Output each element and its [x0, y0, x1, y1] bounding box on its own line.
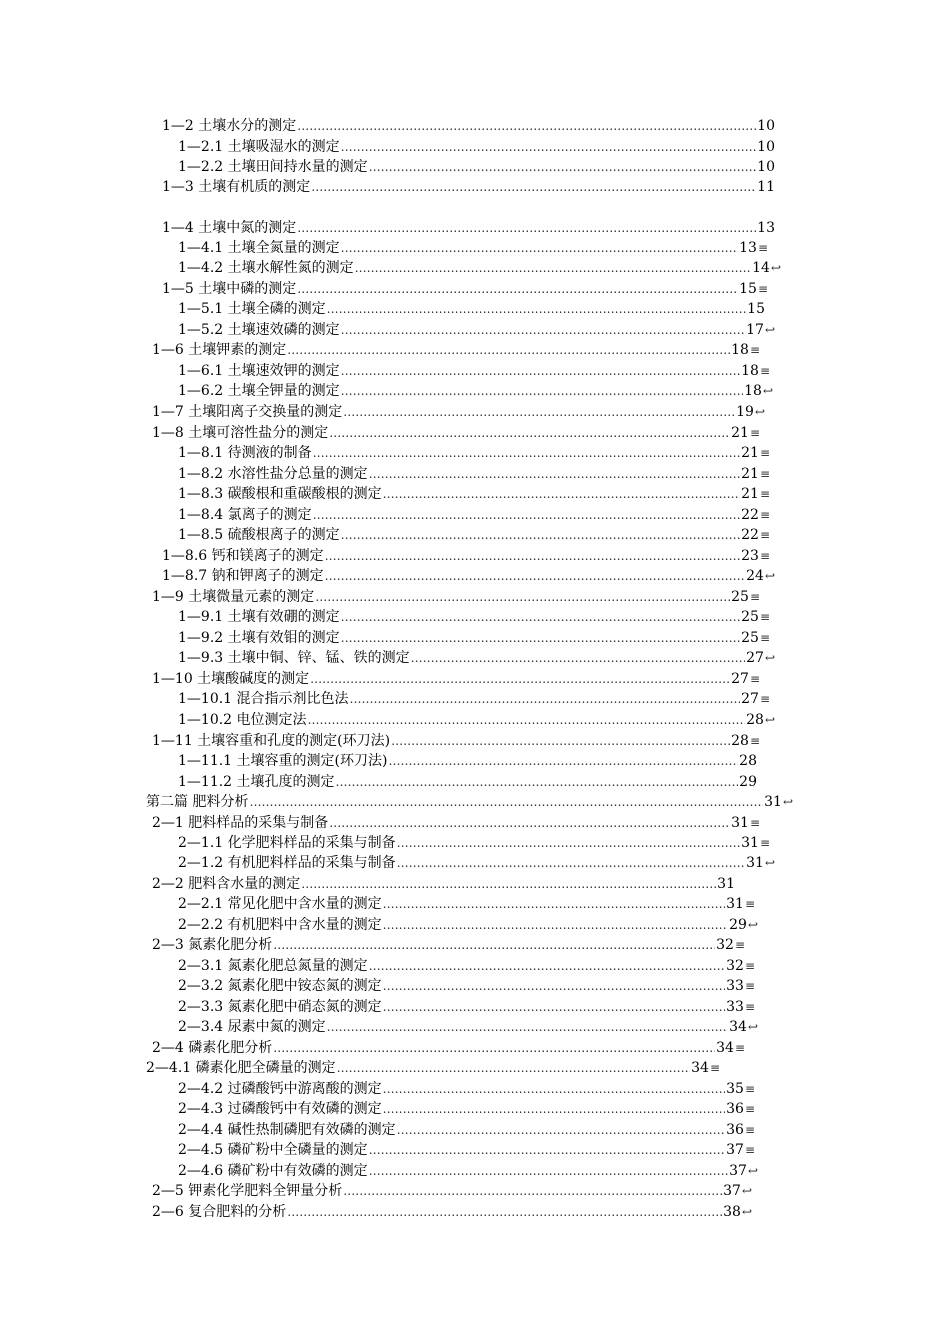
- line-break-mark-icon: ↩: [747, 1164, 758, 1178]
- dot-leader: [369, 1161, 728, 1181]
- toc-page-number: 31: [741, 835, 759, 851]
- dot-leader: [383, 915, 728, 935]
- dot-leader: [325, 546, 740, 566]
- toc-entry[interactable]: [178, 505, 770, 525]
- dot-leader: [341, 628, 740, 648]
- toc-entry[interactable]: [178, 238, 768, 258]
- dot-leader: [310, 669, 730, 689]
- toc-entry[interactable]: [152, 1038, 745, 1058]
- toc-entry-title: 1—9 土壤微量元素的测定: [152, 589, 315, 605]
- dot-leader: [311, 177, 756, 197]
- toc-entry[interactable]: [178, 1017, 758, 1037]
- dot-leader: [343, 402, 735, 422]
- toc-entry-title: 1—8.7 钠和钾离子的测定: [162, 568, 324, 584]
- toc-page-number: 34: [716, 1040, 734, 1056]
- toc-entry-title: 1—8.3 碳酸根和重碳酸根的测定: [178, 486, 382, 502]
- toc-page-number: 21: [741, 466, 759, 482]
- line-break-mark-icon: ↩: [762, 384, 773, 398]
- toc-entry-title: 1—3 土壤有机质的测定: [162, 179, 311, 195]
- toc-page-number: 28: [739, 753, 757, 769]
- toc-page-number: 33: [726, 978, 744, 994]
- toc-entry[interactable]: [178, 1099, 755, 1119]
- dot-leader: [325, 566, 745, 586]
- paragraph-mark-icon: ≡: [759, 610, 770, 624]
- dot-leader: [287, 1202, 722, 1222]
- dot-leader: [383, 997, 725, 1017]
- toc-page-number: 31: [717, 876, 735, 892]
- dot-leader: [411, 648, 745, 668]
- dot-leader: [388, 751, 738, 771]
- toc-entry-title: 1—9.3 土壤中铜、锌、锰、铁的测定: [178, 650, 410, 666]
- dot-leader: [341, 381, 743, 401]
- paragraph-mark-icon: ≡: [744, 1123, 755, 1137]
- toc-entry[interactable]: [178, 320, 775, 340]
- toc-entry[interactable]: [146, 1058, 720, 1078]
- toc-page-number: 22: [741, 527, 759, 543]
- dot-leader: [341, 238, 738, 258]
- toc-entry[interactable]: [162, 218, 775, 238]
- toc-entry[interactable]: [178, 607, 770, 627]
- dot-leader: [397, 1120, 725, 1140]
- toc-entry-title: 1—6.2 土壤全钾量的测定: [178, 383, 340, 399]
- dot-leader: [383, 1099, 725, 1119]
- toc-entry[interactable]: [152, 587, 760, 607]
- toc-page-number: 23: [741, 548, 759, 564]
- toc-entry-title: 1—6 土壤钾素的测定: [152, 342, 287, 358]
- dot-leader: [327, 1017, 728, 1037]
- paragraph-mark-icon: ≡: [759, 487, 770, 501]
- toc-entry[interactable]: [178, 997, 755, 1017]
- toc-entry-title: 1—9.2 土壤有效钼的测定: [178, 630, 340, 646]
- toc-entry-title: 1—8.4 氯离子的测定: [178, 507, 312, 523]
- dot-leader: [369, 956, 725, 976]
- toc-page-number: 35: [726, 1081, 744, 1097]
- paragraph-mark-icon: ≡: [759, 364, 770, 378]
- toc-entry-title: 2—3 氮素化肥分析: [152, 937, 273, 953]
- toc-page-number: 31: [726, 896, 744, 912]
- toc-entry-title: 2—4.2 过磷酸钙中游离酸的测定: [178, 1081, 382, 1097]
- toc-entry[interactable]: [152, 1181, 752, 1201]
- dot-leader: [383, 894, 725, 914]
- paragraph-mark-icon: ≡: [744, 1000, 755, 1014]
- toc-entry[interactable]: [178, 258, 781, 278]
- dot-leader: [273, 1038, 715, 1058]
- toc-page-number: 15: [747, 301, 765, 317]
- toc-page-number: 27: [746, 650, 764, 666]
- dot-leader: [341, 525, 740, 545]
- paragraph-mark-icon: ≡: [759, 528, 770, 542]
- toc-entry[interactable]: [178, 628, 770, 648]
- toc-entry-title: 2—4 磷素化肥分析: [152, 1040, 273, 1056]
- toc-entry[interactable]: [178, 833, 770, 853]
- toc-entry[interactable]: [152, 402, 765, 422]
- dot-leader: [355, 258, 751, 278]
- toc-page-number: 37: [729, 1163, 747, 1179]
- paragraph-mark-icon: ≡: [749, 734, 760, 748]
- line-break-mark-icon: ↩: [754, 405, 765, 419]
- paragraph-mark-icon: ≡: [744, 1143, 755, 1157]
- dot-leader: [313, 505, 740, 525]
- toc-page-number: 27: [741, 691, 759, 707]
- dot-leader: [369, 464, 740, 484]
- dot-leader: [273, 935, 715, 955]
- paragraph-mark-icon: ≡: [759, 692, 770, 706]
- toc-entry[interactable]: [152, 423, 760, 443]
- toc-entry-title: 1—5.1 土壤全磷的测定: [178, 301, 326, 317]
- paragraph-mark-icon: ≡: [749, 590, 760, 604]
- toc-entry-title: 1—2.2 土壤田间持水量的测定: [178, 159, 368, 175]
- toc-entry-title: 1—8.2 水溶性盐分总量的测定: [178, 466, 368, 482]
- toc-page-number: 22: [741, 507, 759, 523]
- paragraph-mark-icon: ≡: [734, 1041, 745, 1055]
- dot-leader: [341, 361, 740, 381]
- toc-entry-title: 2—4.5 磷矿粉中全磷量的测定: [178, 1142, 368, 1158]
- dot-leader: [297, 279, 738, 299]
- toc-entry-title: 1—8.1 待测液的制备: [178, 445, 312, 461]
- toc-page-number: 24: [746, 568, 764, 584]
- toc-entry-title: 2—3.3 氮素化肥中硝态氮的测定: [178, 999, 382, 1015]
- toc-entry-title: 1—8 土壤可溶性盐分的测定: [152, 425, 329, 441]
- toc-entry-title: 2—2.1 常见化肥中含水量的测定: [178, 896, 382, 912]
- toc-entry-title: 2—1.1 化学肥料样品的采集与制备: [178, 835, 396, 851]
- toc-page-number: 10: [757, 139, 775, 155]
- toc-page-number: 25: [741, 630, 759, 646]
- paragraph-mark-icon: ≡: [757, 282, 768, 296]
- toc-page-number: 32: [726, 958, 744, 974]
- toc-page-number: 17: [746, 322, 764, 338]
- toc-page-number: 27: [731, 671, 749, 687]
- toc-entry-title: 2—4.1 磷素化肥全磷量的测定: [146, 1060, 336, 1076]
- toc-entry[interactable]: [178, 361, 770, 381]
- paragraph-mark-icon: ≡: [759, 446, 770, 460]
- dot-leader: [383, 484, 740, 504]
- toc-page-number: 31: [746, 855, 764, 871]
- toc-page-number: 28: [731, 733, 749, 749]
- dot-leader: [315, 587, 730, 607]
- toc-page-number: 19: [736, 404, 754, 420]
- toc-entry-title: 1—10.1 混合指示剂比色法: [178, 691, 349, 707]
- toc-entry-title: 1—2.1 土壤吸湿水的测定: [178, 139, 340, 155]
- toc-entry[interactable]: [146, 792, 793, 812]
- toc-page-number: 18: [731, 342, 749, 358]
- toc-entry[interactable]: [152, 874, 735, 894]
- toc-page-number: 13: [739, 240, 757, 256]
- dot-leader: [391, 731, 730, 751]
- paragraph-mark-icon: ≡: [759, 467, 770, 481]
- toc-entry-title: 1—11.2 土壤孔度的测定: [178, 774, 335, 790]
- toc-entry[interactable]: [152, 731, 760, 751]
- toc-entry[interactable]: [152, 935, 745, 955]
- line-break-mark-icon: ↩: [764, 856, 775, 870]
- toc-entry[interactable]: [162, 177, 775, 197]
- paragraph-mark-icon: ≡: [744, 1082, 755, 1096]
- toc-entry-title: 1—9.1 土壤有效硼的测定: [178, 609, 340, 625]
- toc-page-number: 29: [739, 774, 757, 790]
- paragraph-mark-icon: ≡: [709, 1061, 720, 1075]
- paragraph-mark-icon: ≡: [734, 938, 745, 952]
- toc-entry[interactable]: [178, 299, 765, 319]
- toc-entry-title: 1—11.1 土壤容重的测定(环刀法): [178, 753, 388, 769]
- toc-page-number: 13: [757, 220, 775, 236]
- paragraph-mark-icon: ≡: [759, 836, 770, 850]
- dot-leader: [327, 299, 747, 319]
- line-break-mark-icon: ↩: [741, 1205, 752, 1219]
- toc-page-number: 37: [726, 1142, 744, 1158]
- toc-entry-title: 2—4.6 磷矿粉中有效磷的测定: [178, 1163, 368, 1179]
- toc-page-number: 21: [731, 425, 749, 441]
- dot-leader: [249, 792, 763, 812]
- toc-page-number: 18: [744, 383, 762, 399]
- toc-entry-title: 第二篇 肥料分析: [146, 794, 249, 810]
- toc-page-number: 15: [739, 281, 757, 297]
- dot-leader: [329, 813, 730, 833]
- toc-page-number: 25: [741, 609, 759, 625]
- toc-entry[interactable]: [178, 1161, 758, 1181]
- toc-page-number: 10: [757, 159, 775, 175]
- dot-leader: [397, 833, 740, 853]
- toc-entry[interactable]: [178, 443, 770, 463]
- line-break-mark-icon: ↩: [747, 1020, 758, 1034]
- toc-entry-title: 2—2 肥料含水量的测定: [152, 876, 301, 892]
- line-break-mark-icon: ↩: [764, 323, 775, 337]
- toc-entry[interactable]: [178, 484, 770, 504]
- dot-leader: [350, 689, 741, 709]
- paragraph-mark-icon: ≡: [744, 1102, 755, 1116]
- paragraph-mark-icon: ≡: [757, 241, 768, 255]
- toc-entry-title: 2—3.2 氮素化肥中铵态氮的测定: [178, 978, 382, 994]
- toc-entry-title: 2—1 肥料样品的采集与制备: [152, 815, 329, 831]
- paragraph-mark-icon: ≡: [744, 897, 755, 911]
- dot-leader: [369, 157, 757, 177]
- toc-entry-title: 1—5.2 土壤速效磷的测定: [178, 322, 340, 338]
- toc-entry[interactable]: [178, 956, 755, 976]
- toc-entry[interactable]: [178, 976, 755, 996]
- toc-entry-title: 1—11 土壤容重和孔度的测定(环刀法): [152, 733, 391, 749]
- dot-leader: [337, 1058, 690, 1078]
- paragraph-mark-icon: ≡: [759, 631, 770, 645]
- toc-entry[interactable]: [162, 566, 775, 586]
- paragraph-mark-icon: ≡: [749, 816, 760, 830]
- toc-page-number: 31: [731, 815, 749, 831]
- toc-entry-title: 2—3.1 氮素化肥总氮量的测定: [178, 958, 368, 974]
- paragraph-mark-icon: ≡: [749, 672, 760, 686]
- toc-page-number: 29: [729, 917, 747, 933]
- dot-leader: [383, 1079, 725, 1099]
- toc-entry-title: 1—7 土壤阳离子交换量的测定: [152, 404, 343, 420]
- toc-page-number: 38: [723, 1204, 741, 1220]
- toc-entry-title: 1—10 土壤酸碱度的测定: [152, 671, 310, 687]
- toc-entry-title: 1—4 土壤中氮的测定: [162, 220, 297, 236]
- toc-entry-title: 1—6.1 土壤速效钾的测定: [178, 363, 340, 379]
- toc-entry[interactable]: [152, 340, 760, 360]
- toc-entry[interactable]: [178, 1140, 755, 1160]
- toc-page-number: 31: [764, 794, 782, 810]
- dot-leader: [308, 710, 746, 730]
- toc-entry-title: 1—8.6 钙和镁离子的测定: [162, 548, 324, 564]
- toc-entry[interactable]: [178, 772, 757, 792]
- toc-entry-title: 2—5 钾素化学肥料全钾量分析: [152, 1183, 343, 1199]
- toc-entry[interactable]: [162, 279, 768, 299]
- line-break-mark-icon: ↩: [782, 795, 793, 809]
- dot-leader: [369, 1140, 725, 1160]
- line-break-mark-icon: ↩: [770, 261, 781, 275]
- dot-leader: [313, 443, 740, 463]
- toc-page-number: 11: [757, 179, 775, 195]
- dot-leader: [397, 853, 745, 873]
- toc-entry[interactable]: [178, 1120, 755, 1140]
- paragraph-mark-icon: ≡: [744, 959, 755, 973]
- dot-leader: [383, 976, 725, 996]
- dot-leader: [336, 772, 739, 792]
- toc-entry[interactable]: [178, 894, 755, 914]
- dot-leader: [329, 423, 730, 443]
- toc-entry[interactable]: [178, 137, 775, 157]
- paragraph-mark-icon: ≡: [759, 508, 770, 522]
- toc-entry-title: 2—4.3 过磷酸钙中有效磷的测定: [178, 1101, 382, 1117]
- toc-entry-title: 1—5 土壤中磷的测定: [162, 281, 297, 297]
- dot-leader: [297, 218, 756, 238]
- line-break-mark-icon: ↩: [764, 569, 775, 583]
- toc-entry[interactable]: [152, 813, 760, 833]
- toc-entry[interactable]: [178, 157, 775, 177]
- toc-page-number: 21: [741, 445, 759, 461]
- toc-page-number: 28: [746, 712, 764, 728]
- toc-entry[interactable]: [152, 1202, 752, 1222]
- toc-entry-title: 2—1.2 有机肥料样品的采集与制备: [178, 855, 396, 871]
- toc-entry[interactable]: [178, 751, 757, 771]
- toc-page-number: 34: [729, 1019, 747, 1035]
- line-break-mark-icon: ↩: [764, 651, 775, 665]
- toc-entry-title: 2—4.4 碱性热制磷肥有效磷的测定: [178, 1122, 396, 1138]
- dot-leader: [341, 607, 740, 627]
- toc-page-number: 37: [723, 1183, 741, 1199]
- dot-leader: [341, 320, 745, 340]
- toc-entry[interactable]: [178, 381, 773, 401]
- line-break-mark-icon: ↩: [764, 713, 775, 727]
- toc-entry[interactable]: [162, 546, 770, 566]
- toc-page-number: 32: [716, 937, 734, 953]
- toc-entry[interactable]: [178, 710, 775, 730]
- paragraph-mark-icon: ≡: [749, 426, 760, 440]
- dot-leader: [287, 340, 730, 360]
- paragraph-mark-icon: ≡: [744, 979, 755, 993]
- dot-leader: [341, 137, 757, 157]
- toc-page-number: 33: [726, 999, 744, 1015]
- toc-entry-title: 1—8.5 硫酸根离子的测定: [178, 527, 340, 543]
- toc-entry[interactable]: [178, 689, 770, 709]
- toc-page-number: 14: [752, 260, 770, 276]
- paragraph-mark-icon: ≡: [759, 549, 770, 563]
- line-break-mark-icon: ↩: [747, 918, 758, 932]
- toc-entry-title: 1—10.2 电位测定法: [178, 712, 307, 728]
- toc-entry-title: 2—6 复合肥料的分析: [152, 1204, 287, 1220]
- toc-entry[interactable]: [178, 853, 775, 873]
- dot-leader: [343, 1181, 722, 1201]
- toc-entry[interactable]: [178, 1079, 755, 1099]
- toc-page-number: 10: [757, 118, 775, 134]
- toc-entry[interactable]: [162, 116, 775, 136]
- toc-page-number: 36: [726, 1101, 744, 1117]
- dot-leader: [301, 874, 716, 894]
- toc-entry-title: 1—4.2 土壤水解性氮的测定: [178, 260, 354, 276]
- toc-entry-title: 1—2 土壤水分的测定: [162, 118, 297, 134]
- toc-entry-title: 2—3.4 尿素中氮的测定: [178, 1019, 326, 1035]
- toc-entry[interactable]: [178, 525, 770, 545]
- paragraph-mark-icon: ≡: [749, 343, 760, 357]
- dot-leader: [297, 116, 756, 136]
- line-break-mark-icon: ↩: [741, 1184, 752, 1198]
- toc-page-number: 34: [691, 1060, 709, 1076]
- toc-entry-title: 1—4.1 土壤全氮量的测定: [178, 240, 340, 256]
- toc-entry[interactable]: [152, 669, 760, 689]
- toc-entry[interactable]: [178, 464, 770, 484]
- toc-entry-title: 2—2.2 有机肥料中含水量的测定: [178, 917, 382, 933]
- toc-entry[interactable]: [178, 915, 758, 935]
- toc-page-number: 36: [726, 1122, 744, 1138]
- toc-page-number: 21: [741, 486, 759, 502]
- toc-entry[interactable]: [178, 648, 775, 668]
- toc-page-number: 18: [741, 363, 759, 379]
- toc-page-number: 25: [731, 589, 749, 605]
